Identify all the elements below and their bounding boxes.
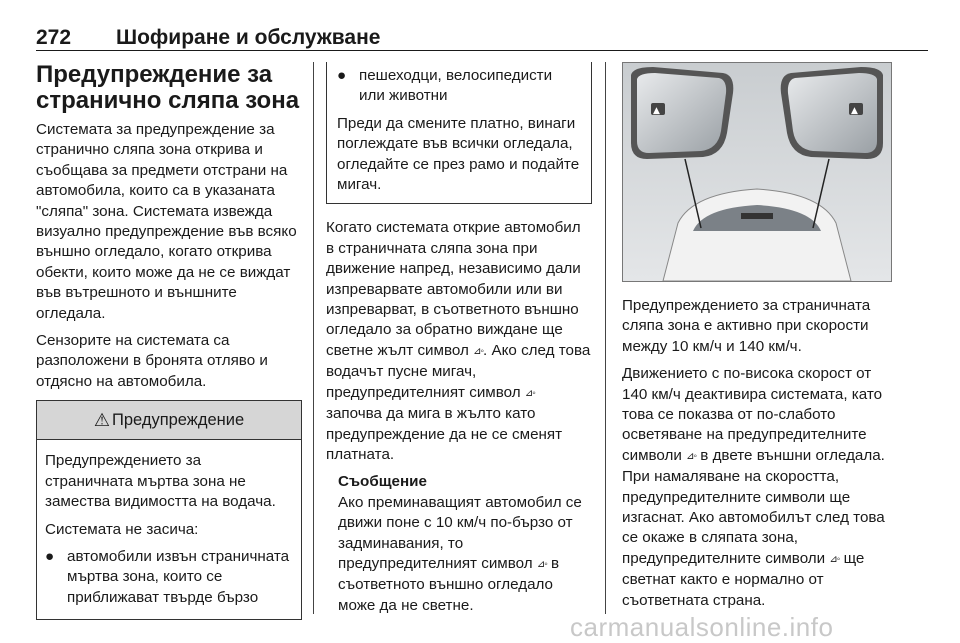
bullet-icon: ● — [337, 67, 347, 84]
column-3 — [622, 62, 892, 618]
text-run: Когато системата открие автомобил в страничната сляпа зона при движение напред, независимо дали изпреварвате автомобили или ви изпреварват, в съответното външно огледало за обратно виждане ще светне жълт символ — [326, 219, 581, 359]
blind-spot-symbol-icon: ⊿◦ — [473, 345, 484, 357]
intro-paragraph: Системата за предупреждение за странично сляпа зона открива и съобщава за предмети отстрани на автомобила, които са в указаната "сляпа" зона. Системата извежда визуално предупреждение във всяко външно огледало, когато открива обекти, които може да не се виждат във вътрешното и външните огледала. — [36, 121, 297, 322]
text-run: Движението с по-висока скорост от 140 км/ч деактивира системата, като това се показва от по-слабото осветяване на предупредителните символи — [622, 365, 883, 464]
text-run: ще светнат както е нормално от съответната страна. — [622, 549, 865, 609]
column-divider-1 — [313, 62, 314, 614]
list-item-text: пешеходци, велосипедисти или животни — [359, 67, 553, 105]
list-item — [45, 547, 293, 608]
svg-text:▲: ▲ — [653, 106, 660, 116]
warning-paragraph: Предупреждението за страничната мъртва зона не замества видимостта на водача. — [45, 452, 276, 511]
column-1 — [36, 62, 302, 620]
page-number: 272 — [36, 26, 72, 49]
svg-text:▲: ▲ — [851, 106, 858, 116]
blind-spot-symbol-icon: ⊿◦ — [829, 553, 840, 565]
list-item — [337, 66, 581, 107]
warning-triangle-icon: ⚠ — [93, 409, 110, 430]
column-divider-2 — [605, 62, 606, 614]
blind-spot-symbol-icon: ⊿◦ — [524, 387, 535, 399]
section-heading: Предупреждение за странично сляпа зона — [36, 61, 300, 114]
right-mirror — [781, 67, 883, 159]
blind-spot-symbol-icon: ⊿◦ — [686, 450, 697, 462]
car-mirrors-illustration — [623, 63, 891, 281]
warning-box-continued — [326, 62, 592, 204]
warning-header — [37, 401, 301, 440]
text-run: в двете външни огледала. При намаляване на скоростта, предупредителните символи ще изгаснат. Ако автомобилът след това се окаже в сляпата зона, предупредителните символи — [622, 446, 885, 567]
text-run: . Ако след това водачът пусне мигач, предупредителният символ — [326, 341, 591, 401]
bullet-icon: ● — [45, 547, 55, 565]
detection-paragraph — [326, 218, 592, 465]
left-mirror — [631, 67, 733, 159]
blind-spot-symbol-icon: ⊿◦ — [536, 558, 547, 570]
sensor-paragraph: Сензорите на системата са разположени в бронята отляво и отдясно на автомобила. — [36, 332, 268, 390]
warning-body — [37, 440, 301, 619]
watermark: carmanualsonline.info — [570, 612, 834, 642]
lane-change-advice: Преди да смените платно, винаги поглеждате във всички огледала, огледайте се през рамо и подайте мигач. — [337, 114, 580, 194]
note-paragraph — [338, 493, 592, 616]
text-run: Ако преминаващият автомобил се движи поне с 10 км/ч по-бързо от задминавания, то предупредителният символ — [338, 493, 582, 572]
mirror-illustration — [622, 62, 892, 282]
warning-detects-not: Системата не засича: — [45, 520, 199, 538]
warning-title: Предупреждение — [111, 410, 245, 429]
text-run: започва да мига в жълто като предупреждение да не се сменят платната. — [326, 405, 563, 463]
column-2 — [326, 62, 592, 623]
active-speed-paragraph: Предупреждението за страничната сляпа зона е активно при скорости между 10 км/ч и 140 км/ч. — [622, 297, 871, 355]
header-rule — [36, 50, 928, 51]
page-header — [36, 26, 926, 52]
list-item-text: автомобили извън страничната мъртва зона, които се приближават твърде бързо — [67, 547, 290, 606]
note-title: Съобщение — [338, 473, 427, 491]
text-run: в съответното външно огледало може да не светне. — [338, 554, 560, 614]
section-title: Шофиране и обслужване — [116, 26, 381, 49]
deactivation-paragraph — [622, 364, 892, 611]
note-block — [326, 472, 592, 616]
warning-box — [36, 400, 302, 620]
